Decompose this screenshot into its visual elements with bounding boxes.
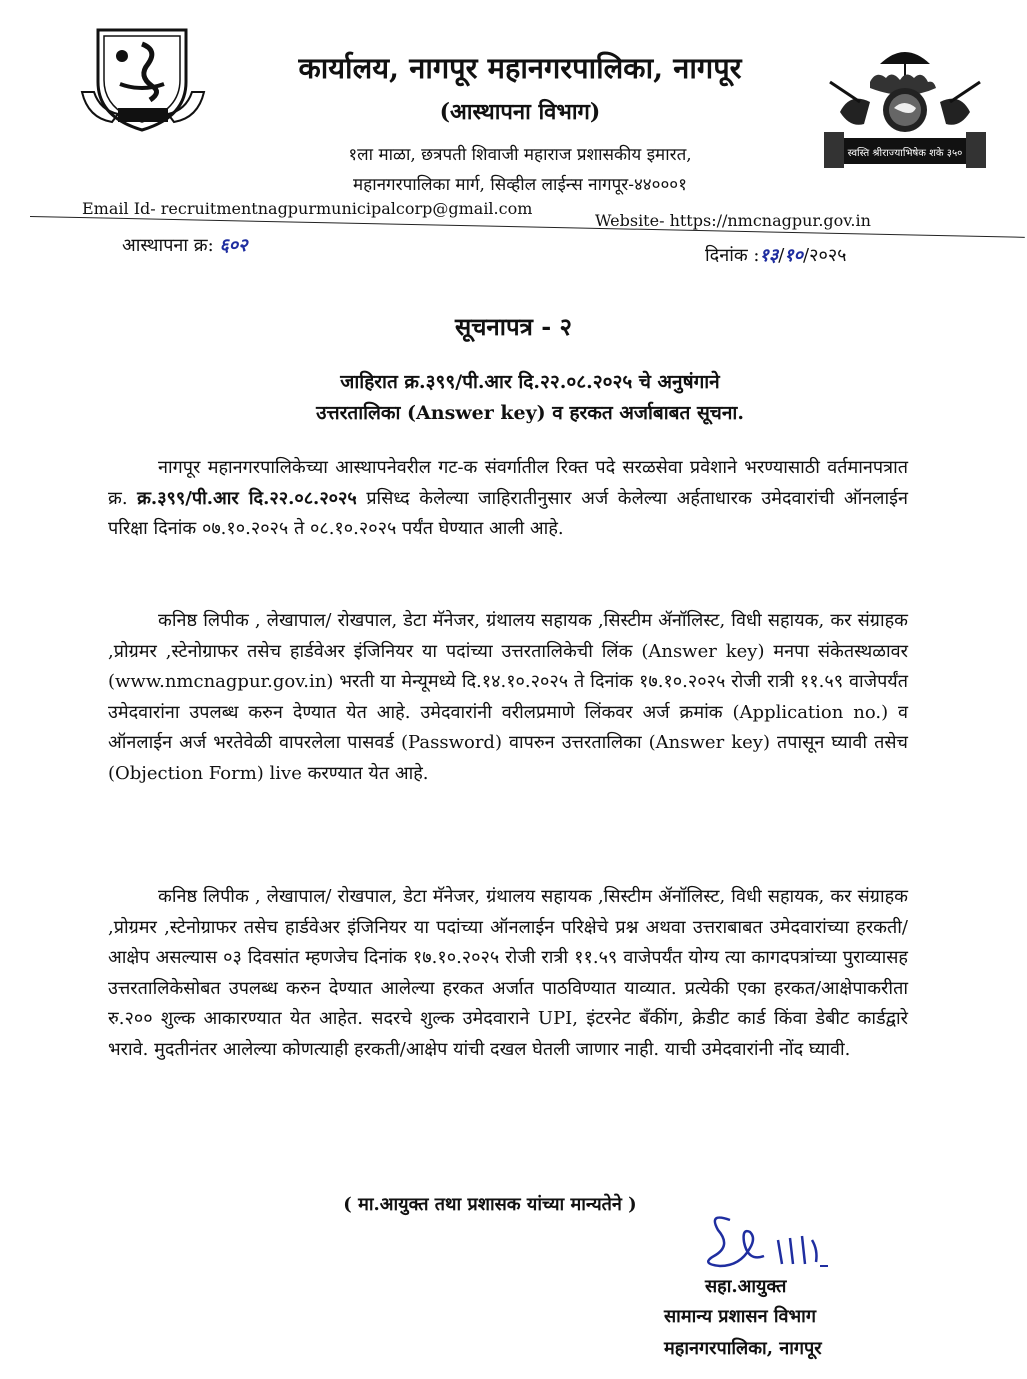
department-name: (आस्थापना विभाग) — [439, 99, 601, 125]
website-text: Website- https://nmcnagpur.gov.in — [595, 211, 871, 230]
signatory-organisation: महानगरपालिका, नागपूर — [664, 1338, 822, 1359]
approval-note: ( मा.आयुक्त तथा प्रशासक यांच्या मान्यतेने ) — [343, 1194, 637, 1215]
handwritten-signature-icon — [700, 1200, 850, 1280]
date-label: दिनांक : — [705, 245, 760, 266]
notice-heading: सूचनापत्र - २ — [454, 312, 573, 341]
paragraph-1-advertisement-ref: क्र.३९९/पी.आर दि.२२.०८.२०२५ — [137, 487, 357, 509]
paragraph-1 — [108, 453, 908, 545]
reference-value: ६०२ — [219, 235, 248, 256]
notice-date: दिनांक :१३/१०/२०२५ — [705, 245, 847, 266]
notice-subject-line-2: उत्तरतालिका (Answer key) व हरकत अर्जाबाबत सूचना. — [316, 402, 744, 424]
paragraph-2 — [108, 606, 908, 789]
signatory-designation: सहा.आयुक्त — [705, 1276, 787, 1297]
paragraph-3-text: कनिष्ठ लिपीक , लेखापाल/ रोखपाल, डेटा मॅनेजर, ग्रंथालय सहायक ,सिस्टीम ॲनॉलिस्ट, विधी सहायक, कर संग्राहक ,प्रोग्रमर ,स्टेनोग्राफर तसेच हार्डवेअर इंजिनियर या पदांच्या ऑनलाईन परिक्षेचे प्रश्न अथवा उत्तराबाबत उमेदवारांच्या हरकती/आक्षेप असल्यास ०३ दिवसांत म्हणजेच दिनांक १७.१०.२०२५ रोजी रात्री ११.५९ वाजेपर्यंत योग्य त्या कागदपत्रांच्या पुराव्यासह उत्तरतालिकेसोबत उपलब्ध करुन देण्यात आलेल्या हरकत अर्जात पाठविण्यात याव्यात. प्रत्येकी एका हरकत/आक्षेपाकरीता रु.२०० शुल्क आकारण्यात येत आहेत. सदरचे शुल्क उमेदवाराने UPI, इंटरनेट बँकींग, क्रेडीट कार्ड किंवा डेबीट कार्डद्वारे भरावे. मुदतीनंतर आलेल्या कोणत्याही हरकती/आक्षेप यांची दखल घेतली जाणार नाही. याची उमेदवारांनी नोंद घ्यावी. — [108, 886, 908, 1060]
reference-number — [122, 233, 248, 257]
reference-label: आस्थापना क्र: — [122, 235, 214, 256]
address-line-1: १ला माळा, छत्रपती शिवाजी महाराज प्रशासकीय इमारत, — [348, 145, 692, 165]
signatory-department: सामान्य प्रशासन विभाग — [664, 1306, 816, 1327]
nmc-emblem-icon — [78, 22, 208, 140]
address-line-2: महानगरपालिका मार्ग, सिव्हील लाईन्स नागपूर-४४०००१ — [353, 175, 687, 195]
date-year: /२०२५ — [803, 245, 847, 266]
paragraph-1-text-a: नागपूर महानगरपालिकेच्या आस्थापनेवरील गट-क संवर्गातील रिक्त पदे सरळसेवा प्रवेशाने भरण्यासाठी वर्तमानपत्रात क्र. — [108, 457, 908, 509]
office-title: कार्यालय, नागपूर महानगरपालिका, नागपूर — [298, 51, 742, 85]
rajmudra-text: स्वस्ति श्रीराज्याभिषेक शके ३५० — [847, 148, 963, 159]
date-month: १० — [784, 245, 804, 266]
paragraph-1-text-b: प्रसिध्द केलेल्या जाहिरातीनुसार अर्ज केलेल्या अर्हताधारक उमेदवारांची ऑनलाईन परिक्षा दिनांक ०७.१०.२०२५ ते ०८.१०.२०२५ पर्यंत घेण्यात आली आहे. — [108, 487, 908, 539]
notice-subject-line-1: जाहिरात क्र.३९९/पी.आर दि.२२.०८.२०२५ चे अनुषंगाने — [340, 371, 720, 393]
email-text: Email Id- recruitmentnagpurmunicipalcorp@gmail.com — [82, 199, 533, 218]
paragraph-2-text: कनिष्ठ लिपीक , लेखापाल/ रोखपाल, डेटा मॅनेजर, ग्रंथालय सहायक ,सिस्टीम ॲनॉलिस्ट, विधी सहायक, कर संग्राहक ,प्रोग्रमर ,स्टेनोग्राफर तसेच हार्डवेअर इंजिनियर या पदांच्या उत्तरतालिकेची लिंक (Answer key) मनपा संकेतस्थळावर (www.nmcnagpur.gov.in) भरती या मेन्यूमध्ये दि.१४.१०.२०२५ ते दिनांक १७.१०.२०२५ रोजी रात्री ११.५९ वाजेपर्यंत उमेदवारांना उपलब्ध करुन देण्यात येत आहे. उमेदवारांनी वरीलप्रमाणे लिंकवर अर्ज क्रमांक (Application no.) व ऑनलाईन अर्ज भरतेवेळी वापरलेला पासवर्ड (Password) वापरुन उत्तरतालिका (Answer key) तपासून घ्यावी तसेच (Objection Form) live करण्यात येत आहे. — [108, 610, 908, 784]
paragraph-3 — [108, 882, 908, 1065]
shivaji-rajmudra-emblem-icon — [820, 42, 990, 182]
date-day: १३ — [759, 245, 779, 266]
